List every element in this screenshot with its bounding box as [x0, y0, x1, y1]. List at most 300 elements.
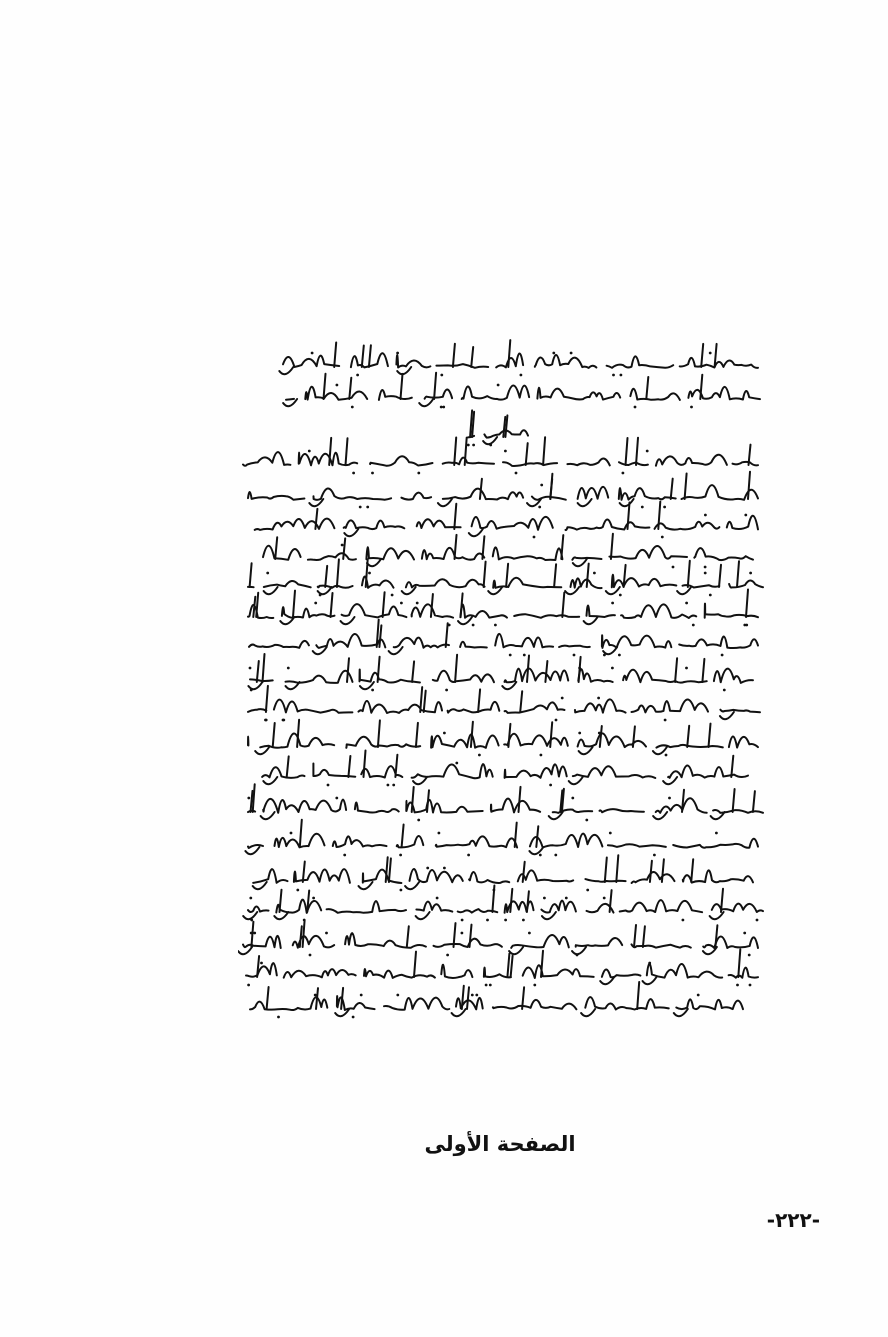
- handwriting-dot: [723, 689, 726, 692]
- handwriting-stroke: [461, 593, 463, 617]
- handwriting-stroke: [673, 839, 758, 848]
- handwriting-stroke: [397, 836, 424, 847]
- handwriting-stroke: [414, 952, 416, 977]
- handwriting-dot: [668, 797, 671, 800]
- handwriting-stroke: [346, 737, 420, 748]
- handwriting-stroke: [347, 658, 349, 682]
- handwriting-stroke: [261, 812, 275, 819]
- handwriting-stroke: [344, 529, 358, 536]
- handwriting-stroke: [600, 726, 602, 747]
- handwriting-stroke: [248, 682, 262, 689]
- handwriting-stroke: [263, 546, 301, 560]
- handwriting-stroke: [434, 939, 502, 947]
- handwriting-dot: [504, 450, 507, 453]
- handwriting-stroke: [262, 767, 304, 778]
- handwriting-dot: [685, 667, 688, 670]
- handwriting-stroke: [576, 938, 623, 947]
- handwriting-stroke: [359, 701, 443, 713]
- handwriting-stroke: [280, 890, 282, 912]
- handwriting-stroke: [729, 581, 763, 588]
- handwriting-stroke: [579, 657, 581, 682]
- handwriting-dot: [540, 484, 543, 487]
- handwriting-stroke: [505, 901, 534, 912]
- handwriting-dot: [443, 732, 446, 735]
- handwriting-stroke: [581, 1009, 595, 1016]
- handwriting-dot: [663, 506, 666, 509]
- handwriting-stroke: [343, 538, 345, 559]
- handwriting-dot: [351, 406, 354, 409]
- handwriting-stroke: [243, 936, 281, 948]
- handwriting-stroke: [412, 661, 414, 682]
- handwriting-stroke: [469, 529, 483, 536]
- handwriting-dot: [396, 994, 399, 997]
- handwriting-stroke: [523, 862, 525, 882]
- handwriting-stroke: [620, 900, 702, 912]
- handwriting-dot: [287, 667, 290, 670]
- handwriting-stroke: [753, 791, 755, 812]
- handwriting-stroke: [720, 710, 760, 713]
- handwriting-stroke: [243, 452, 290, 466]
- handwriting-dot: [455, 762, 458, 765]
- handwriting-stroke: [550, 479, 552, 499]
- handwriting-dot: [485, 984, 488, 987]
- handwriting-stroke: [674, 1009, 688, 1016]
- handwriting-stroke: [668, 765, 748, 777]
- handwriting-dot: [471, 994, 474, 997]
- page-number: -٢٢٢-: [766, 1208, 820, 1232]
- handwriting-stroke: [602, 969, 641, 977]
- handwriting-stroke: [327, 901, 406, 913]
- handwriting-dot: [597, 697, 600, 700]
- handwriting-stroke: [462, 986, 464, 1009]
- handwriting-stroke: [491, 799, 540, 813]
- handwriting-stroke: [462, 385, 529, 399]
- handwritten-manuscript-image: [238, 335, 768, 1035]
- handwriting-dot: [311, 352, 314, 355]
- handwriting-stroke: [519, 787, 521, 812]
- handwriting-stroke: [656, 455, 727, 466]
- handwriting-stroke: [341, 617, 355, 624]
- handwriting-dot: [690, 406, 693, 409]
- handwriting-stroke: [253, 784, 255, 812]
- handwriting-stroke: [434, 373, 436, 399]
- handwriting-dot: [400, 889, 403, 892]
- handwriting-dot: [603, 897, 606, 900]
- handwriting-stroke: [495, 634, 553, 647]
- handwriting-stroke: [274, 700, 353, 713]
- handwriting-stroke: [303, 920, 305, 947]
- handwriting-dot: [461, 932, 464, 935]
- handwriting-stroke: [436, 364, 488, 368]
- handwriting-stroke: [264, 581, 311, 587]
- handwriting-dot: [472, 624, 475, 627]
- handwriting-stroke: [685, 474, 687, 500]
- handwriting-stroke: [253, 869, 287, 883]
- handwriting-stroke: [362, 346, 364, 368]
- handwriting-stroke: [427, 790, 429, 812]
- handwriting-stroke: [363, 870, 402, 883]
- handwriting-stroke: [658, 502, 660, 529]
- handwriting-dot: [646, 450, 649, 453]
- handwriting-dot: [472, 444, 475, 447]
- handwriting-stroke: [345, 933, 426, 948]
- handwriting-stroke: [308, 553, 356, 560]
- handwriting-stroke: [424, 691, 426, 712]
- handwriting-dot: [249, 897, 252, 900]
- handwriting-stroke: [714, 669, 753, 683]
- handwriting-dot: [612, 374, 615, 377]
- handwriting-stroke: [364, 751, 366, 778]
- handwriting-dot: [634, 406, 637, 409]
- handwriting-stroke: [454, 438, 456, 466]
- handwriting-stroke: [471, 347, 473, 367]
- handwriting-dot: [260, 962, 263, 965]
- handwriting-stroke: [537, 388, 620, 400]
- handwriting-dot: [515, 472, 518, 475]
- handwriting-stroke: [527, 891, 529, 912]
- handwriting-dot: [585, 819, 588, 822]
- handwriting-stroke: [344, 520, 405, 529]
- handwriting-dot: [356, 374, 359, 377]
- handwriting-stroke: [607, 356, 674, 367]
- handwriting-stroke: [505, 764, 567, 778]
- handwriting-dot: [253, 932, 256, 935]
- handwriting-stroke: [683, 870, 753, 882]
- handwriting-stroke: [634, 925, 636, 947]
- handwriting-dot: [400, 602, 403, 605]
- handwriting-stroke: [436, 836, 517, 847]
- handwriting-dot: [685, 602, 688, 605]
- handwriting-stroke: [443, 458, 494, 465]
- handwriting-dot: [697, 994, 700, 997]
- handwriting-stroke: [248, 906, 269, 912]
- handwriting-stroke: [545, 661, 547, 682]
- handwriting-stroke: [453, 344, 455, 367]
- handwriting-dot: [308, 450, 311, 453]
- handwriting-stroke: [733, 789, 735, 812]
- handwriting-stroke: [341, 988, 343, 1009]
- handwriting-stroke: [337, 559, 339, 587]
- handwriting-stroke: [401, 374, 403, 399]
- handwriting-dot: [497, 384, 500, 387]
- handwriting-dot: [715, 832, 718, 835]
- handwriting-stroke: [619, 488, 676, 500]
- handwriting-stroke: [748, 472, 750, 499]
- handwriting-stroke: [422, 548, 484, 560]
- handwriting-stroke: [543, 437, 545, 465]
- handwriting-stroke: [587, 564, 589, 587]
- handwriting-stroke: [679, 637, 758, 649]
- handwriting-dot: [736, 984, 739, 987]
- handwriting-dot: [745, 624, 748, 627]
- handwriting-dot: [552, 352, 555, 355]
- handwriting-stroke: [702, 659, 704, 682]
- handwriting-stroke: [682, 485, 759, 500]
- handwriting-stroke: [650, 861, 652, 882]
- handwriting-stroke: [701, 344, 703, 367]
- handwriting-stroke: [510, 889, 512, 912]
- handwriting-stroke: [713, 810, 763, 813]
- handwriting-dot: [641, 506, 644, 509]
- handwriting-stroke: [419, 399, 433, 406]
- handwriting-dot: [396, 352, 399, 355]
- handwriting-dot: [352, 1016, 355, 1019]
- handwriting-stroke: [566, 520, 650, 531]
- handwriting-dot: [319, 594, 322, 597]
- handwriting-stroke: [253, 597, 255, 617]
- handwriting-stroke: [694, 548, 753, 560]
- handwriting-dot: [573, 654, 576, 657]
- handwriting-dot: [692, 624, 695, 627]
- handwriting-stroke: [255, 747, 269, 754]
- handwriting-stroke: [619, 462, 648, 465]
- handwriting-stroke: [729, 736, 758, 747]
- handwriting-stroke: [573, 559, 587, 566]
- handwriting-dot: [618, 654, 621, 657]
- handwriting-stroke: [508, 724, 510, 747]
- handwriting-stroke: [720, 712, 734, 719]
- handwriting-dot: [475, 994, 478, 997]
- handwriting-stroke: [530, 834, 603, 848]
- handwriting-stroke: [460, 642, 487, 648]
- handwriting-stroke: [480, 479, 482, 499]
- handwriting-stroke: [585, 997, 668, 1009]
- handwriting-stroke: [727, 516, 758, 530]
- handwriting-stroke: [532, 497, 566, 500]
- handwriting-stroke: [293, 591, 295, 617]
- handwriting-dot: [325, 932, 328, 935]
- handwriting-stroke: [257, 661, 259, 682]
- handwriting-stroke: [441, 965, 472, 978]
- handwriting-dot: [586, 889, 589, 892]
- handwriting-stroke: [316, 988, 318, 1009]
- handwriting-dot: [296, 889, 299, 892]
- handwriting-dot: [704, 514, 707, 517]
- handwriting-stroke: [746, 590, 748, 618]
- handwriting-stroke: [379, 625, 381, 647]
- handwriting-stroke: [606, 587, 620, 594]
- handwriting-dot: [352, 472, 355, 475]
- handwriting-stroke: [505, 668, 569, 682]
- handwriting-dot: [309, 954, 312, 957]
- handwriting-stroke: [405, 882, 419, 889]
- handwriting-stroke: [455, 535, 457, 559]
- handwriting-stroke: [264, 587, 278, 594]
- handwriting-stroke: [287, 756, 289, 777]
- handwriting-dot: [571, 797, 574, 800]
- handwriting-stroke: [579, 747, 593, 754]
- handwriting-dot: [749, 984, 752, 987]
- handwriting-stroke: [273, 723, 275, 747]
- handwriting-stroke: [433, 671, 494, 683]
- handwriting-stroke: [572, 947, 586, 954]
- handwriting-stroke: [520, 691, 522, 712]
- handwriting-stroke: [729, 968, 758, 978]
- handwriting-stroke: [394, 638, 449, 648]
- handwriting-stroke: [505, 702, 565, 712]
- handwriting-dot: [533, 984, 536, 987]
- handwriting-dot: [653, 854, 656, 857]
- handwriting-stroke: [677, 587, 691, 594]
- handwriting-dot: [598, 732, 601, 735]
- handwriting-dot: [494, 624, 497, 627]
- handwriting-stroke: [738, 949, 740, 977]
- handwriting-stroke: [691, 859, 693, 882]
- handwriting-dot: [648, 962, 651, 965]
- handwriting-stroke: [305, 387, 367, 400]
- handwriting-stroke: [454, 504, 456, 529]
- handwriting-stroke: [402, 825, 404, 848]
- handwriting-stroke: [511, 956, 513, 977]
- handwriting-stroke: [460, 605, 507, 618]
- handwriting-dot: [341, 544, 344, 547]
- handwriting-stroke: [276, 900, 321, 913]
- handwriting-stroke: [250, 563, 252, 587]
- handwriting-stroke: [553, 809, 593, 812]
- handwriting-dot: [478, 754, 481, 757]
- handwriting-stroke: [637, 982, 639, 1009]
- handwriting-stroke: [511, 935, 569, 948]
- handwriting-dot: [371, 689, 374, 692]
- handwriting-stroke: [578, 499, 592, 506]
- handwriting-stroke: [527, 656, 529, 683]
- handwriting-dot: [611, 602, 614, 605]
- handwriting-stroke: [364, 969, 435, 978]
- handwriting-dot: [603, 654, 606, 657]
- handwriting-dot: [387, 784, 390, 787]
- handwriting-stroke: [600, 809, 644, 812]
- handwriting-stroke: [503, 462, 557, 466]
- handwriting-stroke: [469, 872, 509, 883]
- handwriting-dot: [682, 919, 685, 922]
- handwriting-stroke: [279, 367, 293, 374]
- handwriting-dot: [578, 667, 581, 670]
- handwriting-stroke: [632, 872, 675, 883]
- handwriting-stroke: [643, 977, 657, 984]
- handwriting-stroke: [688, 387, 760, 400]
- handwriting-stroke: [263, 654, 265, 682]
- handwriting-stroke: [431, 594, 433, 617]
- handwriting-dot: [744, 514, 747, 517]
- handwriting-dot: [504, 919, 507, 922]
- handwriting-stroke: [633, 726, 635, 747]
- handwriting-dot: [721, 654, 724, 657]
- handwriting-stroke: [413, 777, 427, 784]
- handwriting-stroke: [349, 378, 351, 399]
- handwriting-stroke: [504, 734, 568, 746]
- handwriting-dot: [593, 572, 596, 575]
- handwriting-stroke: [300, 926, 302, 947]
- handwriting-stroke: [379, 390, 412, 400]
- handwriting-stroke: [416, 912, 430, 919]
- handwriting-stroke: [506, 564, 508, 587]
- handwriting-stroke: [632, 700, 709, 713]
- handwriting-dot: [314, 994, 317, 997]
- handwriting-dot: [371, 472, 374, 475]
- handwriting-stroke: [283, 356, 339, 367]
- handwriting-stroke: [248, 605, 273, 618]
- handwriting-stroke: [410, 869, 463, 882]
- handwriting-stroke: [602, 635, 671, 648]
- handwriting-dot: [619, 594, 622, 597]
- handwriting-dot: [416, 602, 419, 605]
- handwriting-stroke: [333, 836, 387, 847]
- handwriting-dot: [282, 719, 285, 722]
- handwriting-dot: [467, 444, 470, 447]
- handwriting-stroke: [389, 858, 391, 882]
- handwriting-dot: [461, 919, 464, 922]
- handwriting-dot: [366, 506, 369, 509]
- handwriting-stroke: [653, 747, 667, 754]
- handwriting-stroke: [671, 479, 673, 499]
- handwriting-stroke: [514, 614, 579, 618]
- handwriting-stroke: [346, 438, 348, 465]
- handwriting-dot: [314, 602, 317, 605]
- handwriting-dot: [576, 954, 579, 957]
- handwriting-stroke: [360, 669, 420, 682]
- handwriting-stroke: [334, 343, 336, 368]
- handwriting-stroke: [578, 487, 609, 499]
- handwriting-stroke: [472, 517, 553, 530]
- handwriting-stroke: [518, 870, 573, 881]
- handwriting-dot: [277, 1016, 280, 1019]
- handwriting-dot: [312, 897, 315, 900]
- handwriting-dot: [561, 697, 564, 700]
- handwriting-stroke: [299, 453, 358, 466]
- handwriting-stroke: [267, 987, 269, 1009]
- handwriting-stroke: [523, 965, 594, 978]
- handwriting-dot: [264, 719, 267, 722]
- handwriting-dot: [489, 984, 492, 987]
- handwriting-dot: [749, 572, 752, 575]
- handwriting-stroke: [395, 755, 397, 777]
- handwriting-dot: [704, 566, 707, 569]
- handwriting-stroke: [562, 593, 564, 617]
- handwriting-stroke: [715, 925, 717, 947]
- handwriting-stroke: [470, 925, 472, 947]
- handwriting-stroke: [425, 389, 453, 398]
- handwriting-stroke: [536, 826, 538, 847]
- handwriting-dot: [360, 994, 363, 997]
- handwriting-stroke: [378, 720, 380, 747]
- handwriting-dot: [578, 732, 581, 735]
- handwriting-stroke: [431, 734, 499, 747]
- handwriting-stroke: [458, 909, 498, 913]
- handwriting-stroke: [559, 646, 590, 648]
- handwriting-stroke: [550, 722, 552, 747]
- handwriting-stroke: [709, 724, 711, 747]
- handwriting-stroke: [275, 537, 277, 559]
- handwriting-dot: [327, 784, 330, 787]
- handwriting-dot: [247, 984, 250, 987]
- handwriting-stroke: [676, 999, 743, 1009]
- handwriting-stroke: [248, 709, 266, 712]
- handwriting-dot: [392, 784, 395, 787]
- handwriting-dot: [756, 919, 759, 922]
- handwriting-stroke: [348, 756, 350, 777]
- handwriting-stroke: [471, 722, 473, 747]
- handwriting-dot: [533, 536, 536, 539]
- handwriting-dot: [343, 854, 346, 857]
- handwriting-stroke: [584, 617, 598, 624]
- handwriting-dot: [622, 472, 625, 475]
- handwriting-dot: [290, 832, 293, 835]
- handwriting-stroke: [647, 964, 722, 978]
- handwriting-dot: [486, 919, 489, 922]
- handwriting-dot: [417, 819, 420, 822]
- handwriting-stroke: [603, 647, 617, 654]
- handwriting-dot: [538, 506, 541, 509]
